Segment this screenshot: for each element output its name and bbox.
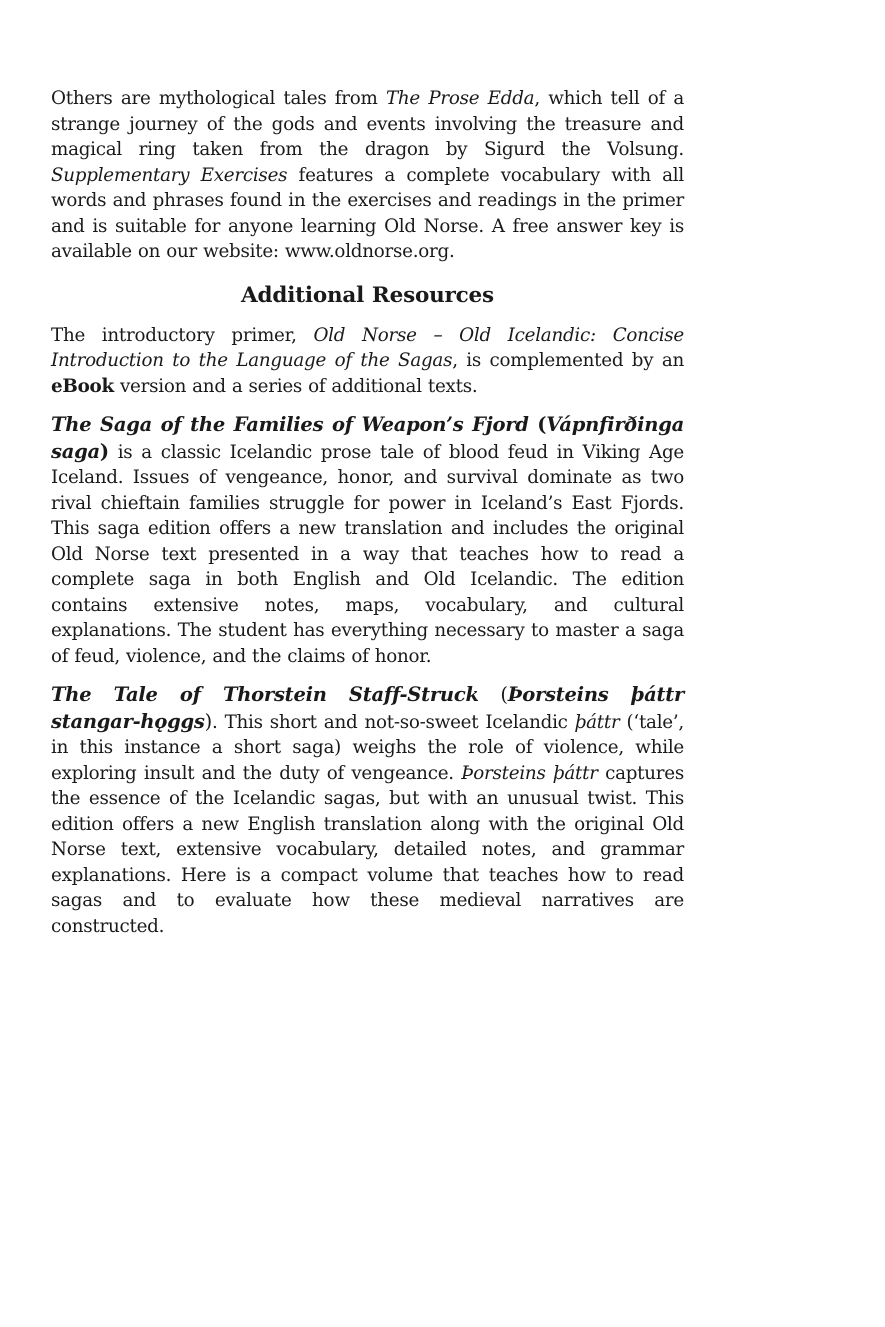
- tale-paragraph: [51, 682, 684, 939]
- intro-paragraph: [51, 86, 684, 265]
- saga-norse-title: Vápnfirðinga saga: [51, 413, 684, 463]
- saga-title: The Saga of the Families of Weapon’s Fjord: [51, 413, 529, 436]
- text-column: [51, 86, 684, 939]
- tale-text-1: . This short and not-so-sweet Icelandic: [211, 711, 575, 733]
- section-heading: Additional Resources: [241, 282, 494, 308]
- thattr-term: þáttr: [574, 711, 620, 733]
- resources-text-3: version and a series of additional texts.: [113, 375, 478, 397]
- resources-text-2: , is complemented by an: [452, 350, 684, 371]
- intro-text-1: Others are mythological tales from: [51, 88, 386, 109]
- saga-paren-open: (: [528, 413, 547, 436]
- saga-paragraph: [51, 412, 684, 669]
- tale-short-title: Þorsteins þáttr: [461, 762, 598, 784]
- tale-title: The Tale of Thorstein Staff-Struck: [51, 683, 479, 706]
- intro-text-2: , which tell of a strange journey of the gods and events involving the treasure and magical ring taken from the dragon by Sigurd the Volsung.: [51, 88, 684, 160]
- tale-paren-close: ): [204, 709, 212, 733]
- saga-description: is a classic Icelandic prose tale of blood feud in Viking Age Iceland. Issues of vengeance, honor, and survival dominate as two rival chieftain families struggle for power in Iceland’s East Fjords. This saga edition offers a new translation and includes the original Old Norse text presented in a way that teaches how to read a complete saga in both English and Old Icelandic. The edition contains extensive notes, maps, vocabulary, and cultural explanations. The student has everything necessary to master a saga of feud, violence, and the claims of honor.: [51, 441, 684, 667]
- resources-paragraph: [51, 323, 684, 400]
- intro-text-3: features a complete vocabulary with all words and phrases found in the exercises and readings in the primer and is suitable for anyone learning Old Norse. A free answer key is available on our website: www.oldnorse.org.: [51, 164, 684, 262]
- tale-text-3: captures the essence of the Icelandic sagas, but with an unusual twist. This edition offers a new English translation along with the original Old Norse text, extensive vocabulary, detailed notes, and grammar explanations. Here is a compact volume that teaches how to read sagas and to evaluate how these medieval narratives are constructed.: [51, 762, 684, 937]
- tale-norse-title: Þorsteins þáttr stangar-hǫggs: [51, 683, 685, 733]
- primer-title: Old Norse – Old Icelandic: Concise Introduction to the Language of the Sagas: [51, 324, 684, 371]
- saga-paren-close: ): [99, 439, 109, 463]
- supplementary-exercises-title: Supplementary Exercises: [51, 164, 288, 186]
- prose-edda-title: The Prose Edda: [385, 88, 535, 109]
- ebook-label: eBook: [51, 375, 114, 397]
- resources-text-1: The introductory primer,: [51, 324, 314, 346]
- tale-paren-open: (: [478, 683, 508, 706]
- tale-text-2: (‘tale’, in this instance a short saga) weighs the role of violence, while exploring insult and the duty of vengeance.: [51, 711, 684, 784]
